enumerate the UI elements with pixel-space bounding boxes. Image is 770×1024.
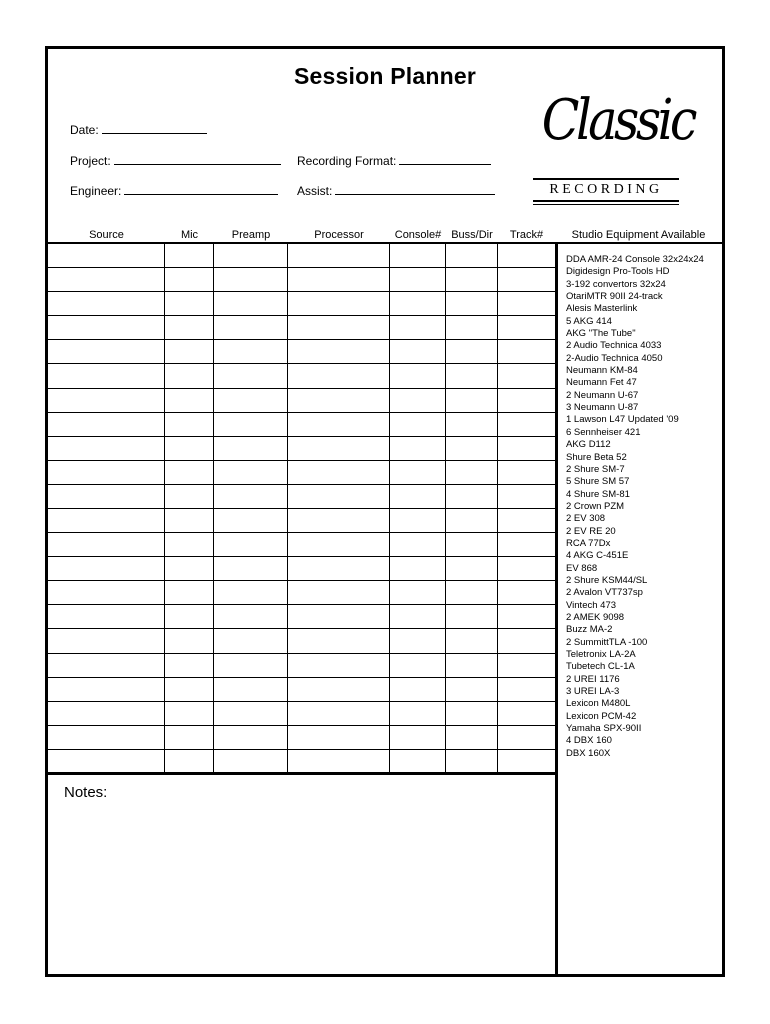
cell-mic[interactable] [165,605,214,629]
cell-console[interactable] [390,605,446,629]
cell-processor[interactable] [288,581,390,605]
cell-track[interactable] [498,702,555,726]
cell-processor[interactable] [288,557,390,581]
cell-processor[interactable] [288,413,390,437]
cell-track[interactable] [498,509,555,533]
cell-console[interactable] [390,581,446,605]
equipment-item: 2 EV RE 20 [566,525,616,537]
project-label: Project: [70,154,111,168]
date-label: Date: [70,123,99,137]
page-title: Session Planner [294,63,476,89]
notes-area[interactable] [48,772,555,974]
equipment-item: 3 Neumann U-87 [566,402,639,414]
column-header-preamp: Preamp [231,229,271,241]
cell-preamp[interactable] [214,437,288,461]
equipment-item: Lexicon PCM-42 [566,710,637,722]
cell-source[interactable] [48,437,165,461]
cell-console[interactable] [390,461,446,485]
recording-format-label: Recording Format: [297,154,397,168]
cell-track[interactable] [498,292,555,316]
equipment-item: 2 Avalon VT737sp [566,587,643,599]
column-header-track: Track# [509,229,544,241]
cell-processor[interactable] [288,244,390,268]
cell-source[interactable] [48,316,165,340]
cell-buss-dir[interactable] [446,364,498,388]
logo-rule-bottom [533,200,679,202]
cell-processor[interactable] [288,678,390,702]
cell-buss-dir[interactable] [446,316,498,340]
cell-track[interactable] [498,437,555,461]
cell-processor[interactable] [288,292,390,316]
engineer-line[interactable] [124,183,278,195]
equipment-item: DBX 160X [566,747,611,759]
cell-mic[interactable] [165,461,214,485]
cell-buss-dir[interactable] [446,292,498,316]
cell-preamp[interactable] [214,413,288,437]
cell-mic[interactable] [165,340,214,364]
cell-track[interactable] [498,557,555,581]
cell-buss-dir[interactable] [446,605,498,629]
cell-console[interactable] [390,678,446,702]
cell-buss-dir[interactable] [446,629,498,653]
cell-console[interactable] [390,702,446,726]
logo-script: Classic [541,88,694,153]
cell-track[interactable] [498,581,555,605]
cell-preamp[interactable] [214,316,288,340]
cell-source[interactable] [48,654,165,678]
cell-preamp[interactable] [214,678,288,702]
equipment-item: 3-192 convertors 32x24 [566,278,666,290]
equipment-item: Neumann Fet 47 [566,377,637,389]
cell-console[interactable] [390,557,446,581]
engineer-field[interactable] [70,183,278,198]
equipment-item: Buzz MA-2 [566,624,613,636]
column-header-console: Console# [394,229,442,241]
cell-processor[interactable] [288,485,390,509]
cell-processor[interactable] [288,533,390,557]
cell-buss-dir[interactable] [446,413,498,437]
cell-console[interactable] [390,533,446,557]
cell-buss-dir[interactable] [446,581,498,605]
cell-preamp[interactable] [214,340,288,364]
cell-preamp[interactable] [214,557,288,581]
cell-source[interactable] [48,509,165,533]
equipment-item: Shure Beta 52 [566,451,627,463]
cell-buss-dir[interactable] [446,461,498,485]
column-header-processor: Processor [314,229,364,241]
equipment-item: 2 SummittTLA -100 [566,636,648,648]
equipment-item: Lexicon M480L [566,698,631,710]
cell-source[interactable] [48,485,165,509]
cell-mic[interactable] [165,654,214,678]
cell-preamp[interactable] [214,750,288,774]
cell-preamp[interactable] [214,581,288,605]
cell-buss-dir[interactable] [446,268,498,292]
equipment-item: 2 Neumann U-67 [566,389,639,401]
cell-preamp[interactable] [214,364,288,388]
recording-format-line[interactable] [399,153,491,165]
cell-track[interactable] [498,389,555,413]
cell-mic[interactable] [165,581,214,605]
cell-track[interactable] [498,750,555,774]
cell-mic[interactable] [165,413,214,437]
cell-track[interactable] [498,268,555,292]
equipment-item: Tubetech CL-1A [566,661,635,673]
cell-preamp[interactable] [214,389,288,413]
cell-buss-dir[interactable] [446,678,498,702]
assist-line[interactable] [335,183,495,195]
equipment-item: 4 AKG C-451E [566,550,629,562]
equipment-item: 1 Lawson L47 Updated '09 [566,414,679,426]
date-line[interactable] [102,122,207,134]
cell-mic[interactable] [165,485,214,509]
cell-source[interactable] [48,629,165,653]
equipment-item: Teletronix LA-2A [566,649,636,660]
logo-rule-bottom-thin [533,204,679,205]
project-line[interactable] [114,153,281,165]
cell-source[interactable] [48,605,165,629]
equipment-item: 2 Shure KSM44/SL [566,574,648,586]
cell-preamp[interactable] [214,292,288,316]
equipment-item: 4 Shure SM-81 [566,488,630,500]
cell-source[interactable] [48,678,165,702]
engineer-label: Engineer: [70,184,122,198]
cell-preamp[interactable] [214,268,288,292]
cell-source[interactable] [48,244,165,268]
logo-rule-top [533,178,679,180]
cell-console[interactable] [390,726,446,750]
equipment-item: 2 AMEK 9098 [566,611,625,623]
equipment-item: 5 AKG 414 [566,315,612,327]
equipment-item: Yamaha SPX-90II [566,723,642,735]
notes-label: Notes: [64,784,108,801]
cell-console[interactable] [390,292,446,316]
cell-console[interactable] [390,389,446,413]
equipment-item: 5 Shure SM 57 [566,476,630,488]
cell-mic[interactable] [165,726,214,750]
equipment-item: 2 Shure SM-7 [566,463,625,475]
equipment-item: 2-Audio Technica 4050 [566,352,663,364]
cell-mic[interactable] [165,437,214,461]
cell-buss-dir[interactable] [446,557,498,581]
cell-processor[interactable] [288,726,390,750]
column-header-source: Source [89,229,124,241]
equipment-item: 2 EV 308 [566,513,606,525]
equipment-item: OtariMTR 90II 24-track [566,291,663,303]
cell-mic[interactable] [165,389,214,413]
cell-processor[interactable] [288,629,390,653]
cell-track[interactable] [498,605,555,629]
cell-mic[interactable] [165,557,214,581]
cell-mic[interactable] [165,268,214,292]
cell-source[interactable] [48,750,165,774]
cell-preamp[interactable] [214,485,288,509]
cell-buss-dir[interactable] [446,533,498,557]
equipment-item: 2 Audio Technica 4033 [566,340,662,352]
cell-track[interactable] [498,413,555,437]
equipment-item: EV 868 [566,562,598,574]
equipment-item: AKG D112 [566,439,611,451]
cell-buss-dir[interactable] [446,509,498,533]
cell-console[interactable] [390,244,446,268]
cell-track[interactable] [498,244,555,268]
cell-console[interactable] [390,340,446,364]
equipment-item: AKG "The Tube" [566,328,636,340]
cell-buss-dir[interactable] [446,702,498,726]
cell-mic[interactable] [165,533,214,557]
cell-track[interactable] [498,629,555,653]
cell-console[interactable] [390,268,446,292]
cell-buss-dir[interactable] [446,726,498,750]
cell-processor[interactable] [288,340,390,364]
cell-mic[interactable] [165,750,214,774]
equipment-item: Vintech 473 [566,599,617,611]
equipment-heading: Studio Equipment Available [571,229,706,241]
equipment-item: 2 Crown PZM [566,500,625,512]
cell-mic[interactable] [165,678,214,702]
cell-mic[interactable] [165,702,214,726]
cell-track[interactable] [498,461,555,485]
cell-buss-dir[interactable] [446,654,498,678]
cell-buss-dir[interactable] [446,340,498,364]
cell-console[interactable] [390,364,446,388]
cell-mic[interactable] [165,509,214,533]
project-field[interactable] [70,153,281,168]
cell-processor[interactable] [288,268,390,292]
cell-buss-dir[interactable] [446,750,498,774]
cell-mic[interactable] [165,629,214,653]
cell-console[interactable] [390,485,446,509]
cell-processor[interactable] [288,437,390,461]
assist-field[interactable] [297,183,495,198]
cell-processor[interactable] [288,461,390,485]
cell-mic[interactable] [165,364,214,388]
cell-source[interactable] [48,292,165,316]
cell-track[interactable] [498,654,555,678]
recording-format-field[interactable] [297,153,491,168]
column-header-buss-dir: Buss/Dir [451,229,493,241]
cell-source[interactable] [48,581,165,605]
equipment-list [558,244,722,760]
cell-source[interactable] [48,702,165,726]
cell-source[interactable] [48,364,165,388]
cell-source[interactable] [48,268,165,292]
cell-mic[interactable] [165,316,214,340]
cell-processor[interactable] [288,509,390,533]
equipment-item: Alesis Masterlink [566,303,638,315]
cell-source[interactable] [48,413,165,437]
equipment-item: 6 Sennheiser 421 [566,426,641,438]
cell-buss-dir[interactable] [446,389,498,413]
cell-preamp[interactable] [214,533,288,557]
cell-preamp[interactable] [214,244,288,268]
session-planner-form [45,46,725,977]
cell-track[interactable] [498,364,555,388]
cell-track[interactable] [498,533,555,557]
cell-console[interactable] [390,654,446,678]
cell-track[interactable] [498,485,555,509]
cell-processor[interactable] [288,605,390,629]
cell-processor[interactable] [288,654,390,678]
cell-buss-dir[interactable] [446,485,498,509]
cell-console[interactable] [390,629,446,653]
equipment-item: RCA 77Dx [566,537,611,549]
classic-recording-logo [533,88,694,208]
cell-track[interactable] [498,678,555,702]
cell-preamp[interactable] [214,629,288,653]
equipment-item: 4 DBX 160 [566,735,612,747]
cell-processor[interactable] [288,750,390,774]
cell-console[interactable] [390,750,446,774]
cell-source[interactable] [48,340,165,364]
cell-processor[interactable] [288,702,390,726]
cell-mic[interactable] [165,292,214,316]
cell-console[interactable] [390,437,446,461]
session-table [48,242,555,774]
cell-console[interactable] [390,509,446,533]
assist-label: Assist: [297,184,333,198]
cell-buss-dir[interactable] [446,437,498,461]
cell-source[interactable] [48,533,165,557]
cell-source[interactable] [48,557,165,581]
cell-preamp[interactable] [214,605,288,629]
cell-preamp[interactable] [214,654,288,678]
equipment-item: 2 UREI 1176 [566,673,620,685]
cell-source[interactable] [48,726,165,750]
equipment-item: 3 UREI LA-3 [566,686,620,698]
cell-console[interactable] [390,413,446,437]
cell-processor[interactable] [288,316,390,340]
cell-processor[interactable] [288,364,390,388]
cell-track[interactable] [498,316,555,340]
equipment-item: DDA AMR-24 Console 32x24x24 [566,254,704,265]
column-header-mic: Mic [180,229,199,241]
date-field[interactable] [70,122,207,137]
cell-track[interactable] [498,726,555,750]
cell-source[interactable] [48,461,165,485]
cell-preamp[interactable] [214,702,288,726]
cell-preamp[interactable] [214,509,288,533]
cell-preamp[interactable] [214,726,288,750]
equipment-item: Digidesign Pro-Tools HD [566,266,670,278]
cell-console[interactable] [390,316,446,340]
equipment-panel [555,242,722,974]
cell-processor[interactable] [288,389,390,413]
cell-mic[interactable] [165,244,214,268]
cell-track[interactable] [498,340,555,364]
cell-source[interactable] [48,389,165,413]
cell-preamp[interactable] [214,461,288,485]
cell-buss-dir[interactable] [446,244,498,268]
logo-word: RECORDING [549,182,663,197]
equipment-item: Neumann KM-84 [566,365,638,377]
